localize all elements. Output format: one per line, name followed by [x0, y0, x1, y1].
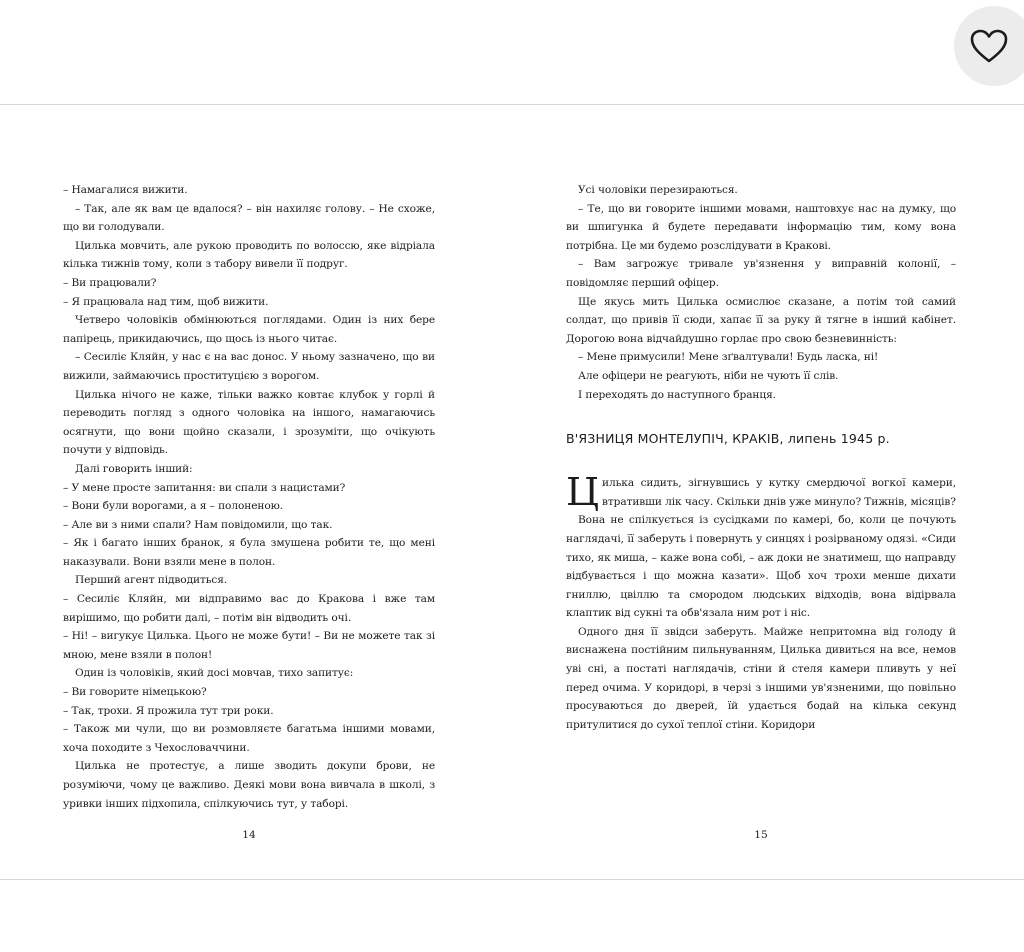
paragraph: – Так, але як вам це вдалося? – він нахиляє голову. – Не схоже, що ви голодували. [63, 202, 435, 234]
paragraph: – Так, трохи. Я прожила тут три роки. [63, 704, 274, 717]
paragraph: – У мене просте запитання: ви спали з нацистами? [63, 481, 346, 494]
paragraph: Цилька не протестує, а лише зводить докупи брови, не розуміючи, чому це важливо. Деякі мови вона вивчала в школі, з уривки інших підхопила, спілкуючись тут, у таборі. [63, 760, 435, 810]
paragraph: Перший агент підводиться. [75, 574, 228, 587]
opening-paragraph-text: илька сидить, зігнувшись у кутку смердючої вогкої камери, втративши лік часу. Скільки днів уже минуло? Тижнів, місяців? [602, 477, 956, 508]
paragraph: Але офіцери не реагують, ніби не чують її слів. [578, 369, 839, 382]
paragraph: – Я працювала над тим, щоб вижити. [63, 295, 269, 308]
paragraph: – Мене примусили! Мене зґвалтували! Будь ласка, ні! [578, 351, 879, 364]
left-page [63, 105, 435, 879]
paragraph: Вона не спілкується із сусідками по камері, бо, коли це почують наглядачі, її заберуть і повернуть у синцях і розірваному одязі. «Сиди тихо, як миша, – каже вона собі, – аж доки не знатимеш, що направду відбувається і що можна казати». Щоб хоч трохи менше дихати гниллю, цвіллю та смородом людських відходів, вона відірвала клаптик від сукні та обв'язала ним рот і ніс. [566, 514, 956, 620]
heart-outline-icon [969, 28, 1009, 64]
paragraph: Далі говорить інший: [75, 462, 193, 475]
right-page [566, 105, 956, 879]
paragraph: – Ні! – вигукує Цилька. Цього не може бути! – Ви не можете так зі мною, мене взяли в полон! [63, 630, 435, 661]
paragraph: – Ви працювали? [63, 276, 157, 289]
paragraph: – Але ви з ними спали? Нам повідомили, що так. [63, 518, 333, 531]
paragraph: – Сесиліє Кляйн, у нас є на вас донос. У ньому зазначено, що ви вижили, займаючись проституцією з ворогом. [63, 351, 435, 382]
paragraph: – Те, що ви говорите іншими мовами, наштовхує нас на думку, що ви шпигунка й будете передавати інформацію тим, кому вона потрібна. Це ми будемо розслідувати в Кракові. [566, 202, 956, 252]
paragraph: – Як і багато інших бранок, я була змушена робити те, що мені наказували. Вони взяли мене в полон. [63, 537, 435, 568]
paragraph: Ще якусь мить Цилька осмислює сказане, а потім той самий солдат, що привів її сюди, хапає її за руку й тягне в інший кабінет. Дорогою вона відчайдушно горлає про свою безневинність: [566, 295, 956, 345]
page-number: 14 [242, 829, 256, 841]
paragraph: – Сесиліє Кляйн, ми відправимо вас до Кракова і вже там вирішимо, що робити далі, – потім він відводить очі. [63, 593, 435, 624]
paragraph: Цилька мовчить, але рукою проводить по волоссю, яке відріала кілька тижнів тому, коли з табору вивели її подруг. [63, 239, 435, 271]
opening-paragraph [566, 470, 956, 515]
right-page-text [566, 181, 956, 734]
paragraph: – Ви говорите німецькою? [63, 686, 207, 699]
paragraph: – Також ми чули, що ви розмовляєте багатьма іншими мовами, хоча походите з Чехословаччини. [63, 723, 435, 754]
paragraph: – Намагалися вижити. [63, 184, 188, 196]
book-spread [0, 104, 1024, 880]
paragraph: І переходять до наступного бранця. [578, 388, 776, 401]
paragraph: Одного дня її звідси заберуть. Майже непритомна від голоду й виснажена постійним пильнуванням, Цилька дивиться на все, немов уві сні, а постаті наглядачів, стіни й стеля камери пливуть у неї перед очима. У коридорі, в черзі з іншими ув'язненими, що повільно просуваються до дверей, їй удається бодай на кілька секунд притулитися до сухої теплої стіни. Коридори [566, 625, 956, 731]
left-page-text [63, 181, 435, 813]
paragraph: Усі чоловіки перезираються. [578, 184, 738, 196]
paragraph: Цилька нічого не каже, тільки важко ковтає клубок у горлі й переводить погляд з одного чоловіка на іншого, намагаючись осягнути, що вони щойно сказали, і зрозуміти, що очікують почути у відповідь. [63, 388, 435, 457]
paragraph: Четверо чоловіків обмінюються поглядами. Один із них бере папірець, прикидаючись, що щось із нього читає. [63, 314, 435, 345]
favorite-button[interactable] [954, 6, 1024, 86]
paragraph: – Вам загрожує тривале ув'язнення у виправній колонії, – повідомляє перший офіцер. [566, 258, 956, 289]
section-heading: В'ЯЗНИЦЯ МОНТЕЛУПІЧ, КРАКІВ, липень 1945 р. [566, 431, 890, 447]
drop-cap: Ц [566, 470, 600, 515]
paragraph: Один із чоловіків, який досі мовчав, тихо запитує: [75, 667, 354, 680]
paragraph: – Вони були ворогами, а я – полоненою. [63, 500, 283, 513]
page-number: 15 [754, 829, 768, 841]
